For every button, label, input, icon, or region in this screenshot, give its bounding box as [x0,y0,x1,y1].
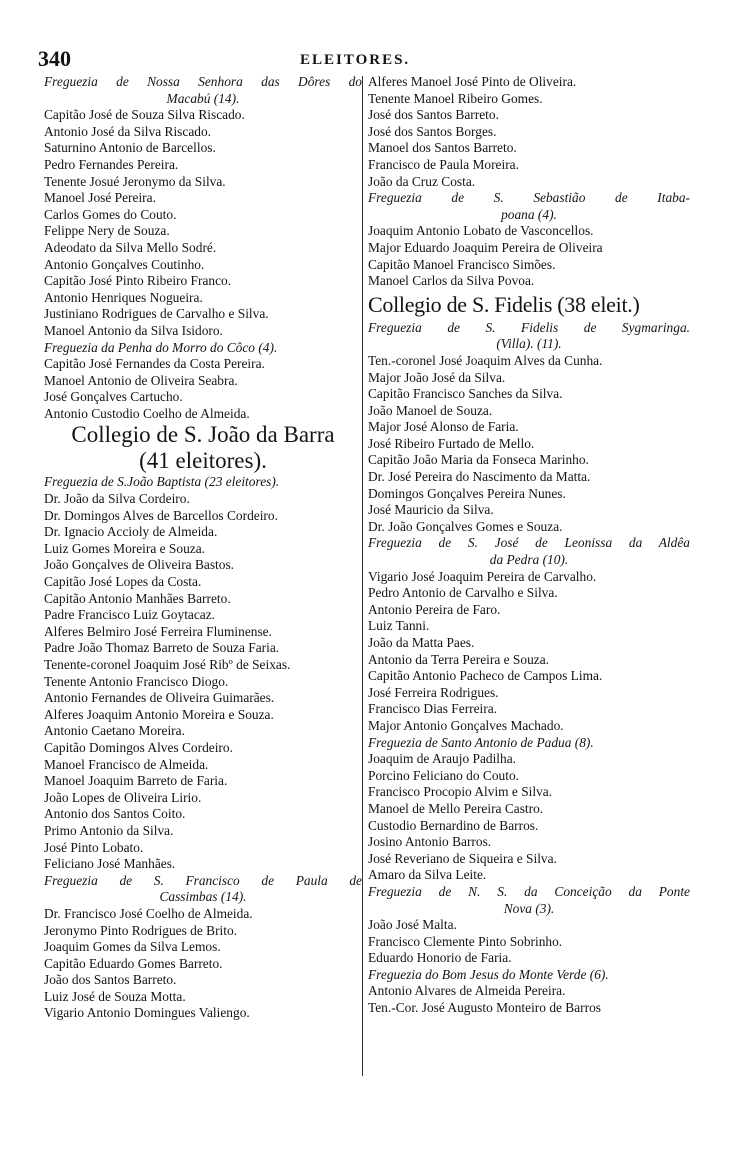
parish-heading-line: Freguezia de S. Fidelis de Sygmaringa. [368,319,690,335]
parish-heading [368,190,690,223]
parish-heading-line: Freguezia da Penha do Morro do Côco (4). [44,339,278,355]
elector-name: Manoel Carlos da Silva Povoa. [368,273,535,289]
elector-name: José Mauricio da Silva. [368,502,494,518]
elector-name: Francisco de Paula Moreira. [368,156,519,172]
parish-heading [368,884,690,917]
elector-name: Dr. José Pereira do Nascimento da Matta. [368,469,591,485]
parish-heading-line: Nova (3). [503,900,555,916]
college-heading [368,290,690,320]
elector-name: José dos Santos Barreto. [368,107,499,123]
elector-name: Domingos Gonçalves Pereira Nunes. [368,485,566,501]
college-heading [44,422,362,474]
elector-name: Vigario José Joaquim Pereira de Carvalho. [368,568,597,584]
elector-name: Antonio dos Santos Coito. [44,806,186,822]
elector-name: João dos Santos Barreto. [44,972,177,988]
elector-name: Padre Francisco Luiz Goytacaz. [44,607,216,623]
elector-name: Alferes Joaquim Antonio Moreira e Souza. [44,706,274,722]
parish-heading [368,320,690,353]
parish-heading-line: Freguezia de S. Sebastião de Itaba- [368,190,690,206]
elector-name: Tenente Manoel Ribeiro Gomes. [368,90,543,106]
elector-name: Tenente Josué Jeronymo da Silva. [44,173,226,189]
elector-name: João Lopes de Oliveira Lirio. [44,789,202,805]
elector-name: José Ferreira Rodrigues. [368,684,499,700]
elector-name: Manoel dos Santos Barreto. [368,140,517,156]
elector-name: João Manoel de Souza. [368,402,493,418]
parish-heading-line: Freguezia de Santo Antonio de Padua (8). [368,734,594,750]
parish-heading-line: Freguezia de S. José de Leonissa da Aldêa [368,535,690,551]
elector-name: Capitão Antonio Pacheco de Campos Lima. [368,668,603,684]
parish-heading [368,967,690,984]
elector-name: Antonio Henriques Nogueira. [44,289,203,305]
elector-name: Major Antonio Gonçalves Machado. [368,717,564,733]
elector-name: Capitão Manoel Francisco Simões. [368,256,556,272]
elector-name: Tenente Antonio Francisco Diogo. [44,673,229,689]
elector-name: Dr. João Gonçalves Gomes e Souza. [368,518,563,534]
elector-name: Antonio Alvares de Almeida Pereira. [368,983,566,999]
parish-heading-line: Freguezia de S.João Baptista (23 eleitores). [44,474,280,490]
elector-name: Luiz Gomes Moreira e Souza. [44,540,206,556]
elector-name: Francisco Procopio Alvim e Silva. [368,784,553,800]
elector-name: Adeodato da Silva Mello Sodré. [44,239,217,255]
elector-name: Padre João Thomaz Barreto de Souza Faria. [44,640,280,656]
elector-name: Francisco Clemente Pinto Sobrinho. [368,933,563,949]
elector-name: Capitão José Fernandes da Costa Pereira. [44,356,265,372]
elector-name: Manoel de Mello Pereira Castro. [368,800,544,816]
elector-name: Antonio Pereira de Faro. [368,601,501,617]
elector-name: José Reveriano de Siqueira e Silva. [368,850,557,866]
elector-name: Joaquim Antonio Lobato de Vasconcellos. [368,223,594,239]
elector-name: José Gonçalves Cartucho. [44,389,183,405]
parish-heading [44,74,362,107]
elector-name: Custodio Bernardino de Barros. [368,817,539,833]
elector-name: Vigario Antonio Domingues Valiengo. [44,1005,250,1021]
elector-name: Antonio Gonçalves Coutinho. [44,256,205,272]
elector-name: Primo Antonio da Silva. [44,822,174,838]
parish-heading [44,474,362,491]
elector-name: José Pinto Lobato. [44,839,144,855]
parish-heading-line: Cassimbas (14). [159,889,247,905]
elector-name: Manoel Antonio de Oliveira Seabra. [44,372,238,388]
elector-name: Pedro Fernandes Pereira. [44,156,179,172]
elector-name: Major Eduardo Joaquim Pereira de Oliveira [368,239,603,255]
elector-name: Tenente-coronel Joaquim José Ribº de Seixas. [44,657,291,672]
elector-name: Manoel José Pereira. [44,190,156,206]
right-column [368,74,690,1017]
elector-name: Luiz Tanni. [368,618,430,634]
elector-name: Capitão José Lopes da Costa. [44,574,202,590]
elector-name: Alferes Belmiro José Ferreira Fluminense. [44,623,272,639]
elector-name: Manoel Antonio da Silva Isidoro. [44,322,223,338]
elector-name: Antonio Custodio Coelho de Almeida. [44,405,250,421]
college-heading-line: Collegio de S. Fidelis (38 eleit.) [368,291,640,317]
elector-name: Major João José da Silva. [368,369,506,385]
elector-name: Carlos Gomes do Couto. [44,206,177,222]
elector-name: Joaquim Gomes da Silva Lemos. [44,939,221,955]
elector-name: José dos Santos Borges. [368,123,497,139]
elector-name: Dr. Domingos Alves de Barcellos Cordeiro. [44,507,278,523]
elector-name: Ten.-coronel José Joaquim Alves da Cunha. [368,352,603,368]
elector-name: Capitão João Maria da Fonseca Marinho. [368,452,589,468]
college-heading-line: Collegio de S. João da Barra [71,422,335,448]
elector-name: Capitão Antonio Manhães Barreto. [44,590,231,606]
elector-name: Capitão Francisco Sanches da Silva. [368,386,563,402]
elector-name: João José Malta. [368,917,457,933]
parish-heading-line: (Villa). (11). [496,336,562,352]
elector-name: Capitão José de Souza Silva Riscado. [44,107,245,123]
elector-name: Alferes Manoel José Pinto de Oliveira. [368,74,577,89]
parish-heading-line: poana (4). [501,206,557,222]
elector-name: Antonio José da Silva Riscado. [44,123,211,139]
parish-heading-line: Freguezia de Nossa Senhora das Dôres do [44,74,362,89]
column-divider [362,76,363,1076]
elector-name: Josino Antonio Barros. [368,834,492,850]
elector-name: Capitão Eduardo Gomes Barreto. [44,955,223,971]
elector-name: Manoel Francisco de Almeida. [44,756,209,772]
elector-name: Ten.-Cor. José Augusto Monteiro de Barros [368,1000,602,1016]
elector-name: Eduardo Honorio de Faria. [368,950,512,966]
elector-name: Feliciano José Manhães. [44,856,176,872]
elector-name: José Ribeiro Furtado de Mello. [368,435,535,451]
elector-name: Francisco Dias Ferreira. [368,701,498,717]
elector-name: Antonio Caetano Moreira. [44,723,185,739]
parish-heading [368,735,690,752]
elector-name: Capitão José Pinto Ribeiro Franco. [44,273,232,289]
parish-heading-line: Macabú (14). [166,90,240,106]
elector-name: Porcino Feliciano do Couto. [368,767,520,783]
elector-name: Felippe Nery de Souza. [44,223,170,239]
elector-name: Dr. Ignacio Accioly de Almeida. [44,524,218,540]
elector-name: João da Matta Paes. [368,635,475,650]
elector-name: João da Cruz Costa. [368,173,476,189]
elector-name: Luiz José de Souza Motta. [44,988,186,1004]
parish-heading [44,340,362,357]
elector-name: Dr. João da Silva Cordeiro. [44,491,190,507]
elector-name: Capitão Domingos Alves Cordeiro. [44,739,233,755]
page-number: 340 [38,46,71,71]
parish-heading [44,873,362,906]
elector-name: João Gonçalves de Oliveira Bastos. [44,557,235,573]
elector-name: Justiniano Rodrigues de Carvalho e Silva. [44,306,269,322]
elector-name: Antonio Fernandes de Oliveira Guimarães. [44,690,275,706]
college-heading-line: (41 eleitores). [139,448,267,474]
elector-name: Dr. Francisco José Coelho de Almeida. [44,905,253,921]
elector-name: Amaro da Silva Leite. [368,867,487,883]
elector-name: Pedro Antonio de Carvalho e Silva. [368,585,558,601]
parish-heading-line: da Pedra (10). [489,552,569,568]
elector-name: Manoel Joaquim Barreto de Faria. [44,773,228,789]
elector-name: Major José Alonso de Faria. [368,419,519,435]
parish-heading-line: Freguezia de S. Francisco de Paula de [44,872,362,888]
running-head: ELEITORES. [300,52,411,68]
left-column [44,74,362,1022]
elector-name: Antonio da Terra Pereira e Souza. [368,651,550,667]
elector-name: Joaquim de Araujo Padilha. [368,751,517,767]
parish-heading [368,535,690,568]
parish-heading-line: Freguezia de N. S. da Conceição da Ponte [368,883,690,899]
elector-name: Jeronymo Pinto Rodrigues de Brito. [44,922,238,938]
elector-name: Saturnino Antonio de Barcellos. [44,140,216,156]
parish-heading-line: Freguezia do Bom Jesus do Monte Verde (6). [368,966,609,982]
